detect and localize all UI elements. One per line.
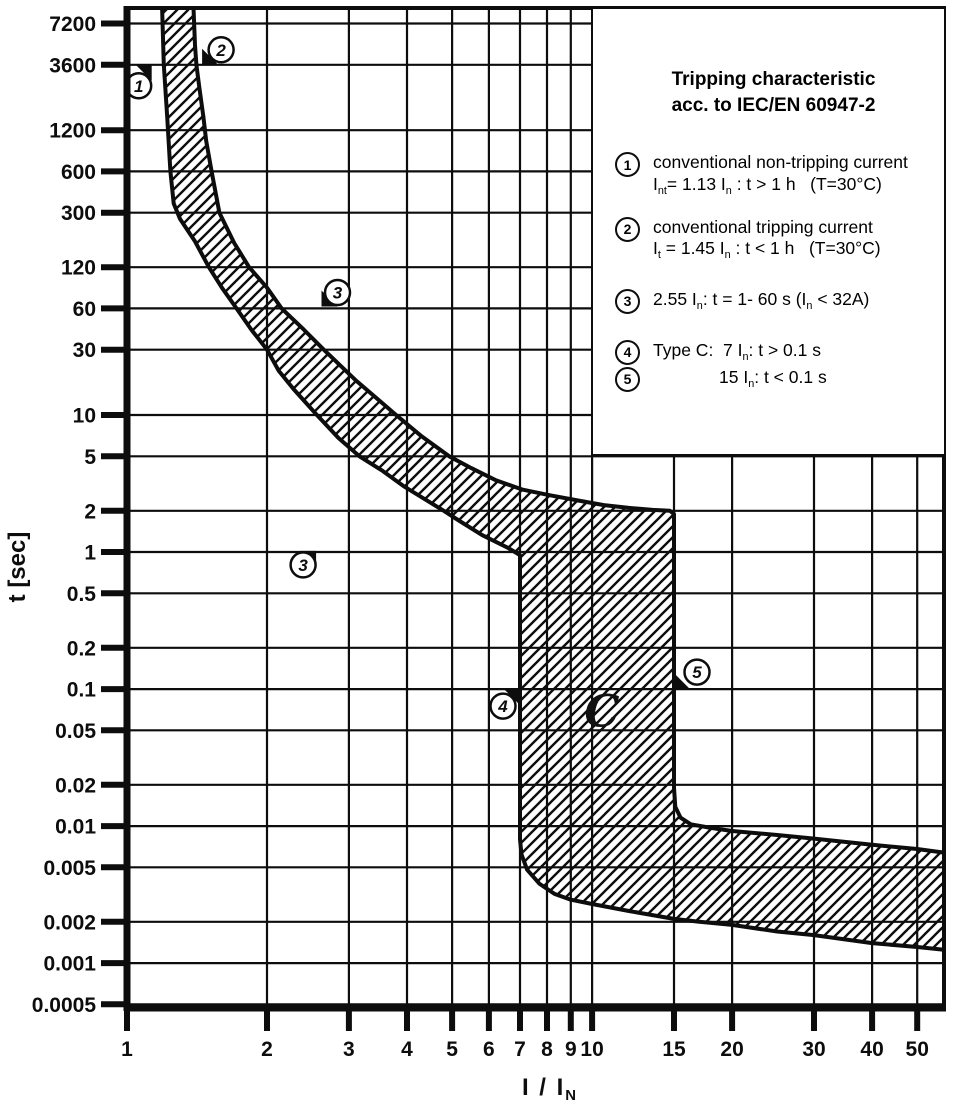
- x-tick-label: 4: [401, 1038, 413, 1061]
- y-tick-label: 0.02: [55, 774, 96, 798]
- x-tick-label: 7: [514, 1038, 526, 1061]
- marker-number: 5: [692, 663, 702, 683]
- x-tick-label: 40: [860, 1038, 884, 1061]
- marker-number: 3: [332, 283, 343, 303]
- y-axis-label: t [sec]: [4, 531, 31, 603]
- marker-number: 4: [498, 697, 508, 717]
- subscript: n: [748, 377, 755, 390]
- text-segment: = 1.45 I: [660, 238, 725, 259]
- marker-number: 2: [216, 40, 226, 60]
- legend-item-text: [653, 217, 881, 263]
- x-tick-label: 30: [802, 1038, 826, 1061]
- marker-number: 3: [298, 555, 308, 575]
- x-tick-label: 2: [261, 1038, 273, 1061]
- x-tick-label: 6: [483, 1038, 495, 1061]
- legend-item-text: [653, 289, 869, 313]
- legend-number-circle: 5: [615, 367, 640, 392]
- y-tick-label: 0.0005: [31, 993, 96, 1017]
- x-axis-label: [470, 1074, 630, 1104]
- legend-line: [653, 174, 908, 198]
- x-tick-label: 10: [580, 1038, 604, 1061]
- text-segment: I: [653, 238, 658, 259]
- text-segment: = 1.13 I: [666, 174, 726, 195]
- y-tick-label: 0.002: [43, 911, 96, 935]
- legend-title-line1: Tripping characteristic: [671, 69, 876, 90]
- marker-3: [291, 551, 317, 578]
- text-segment: : t < 0.1 s: [754, 366, 827, 387]
- text-segment: 2.55 I: [653, 288, 697, 309]
- legend-item-2: [615, 217, 936, 263]
- x-tick-label: 1: [121, 1038, 133, 1061]
- legend-item-4: [615, 340, 936, 365]
- y-tick-label: 120: [60, 256, 96, 280]
- y-tick-label: 300: [60, 202, 96, 226]
- legend-line: [653, 238, 881, 262]
- y-tick-label: 0.5: [66, 582, 96, 606]
- y-tick-label: 0.01: [55, 815, 96, 839]
- y-tick-label: 5: [84, 445, 96, 469]
- subscript: nt: [657, 184, 667, 197]
- legend-line: [653, 340, 821, 364]
- x-tick-label: 20: [720, 1038, 744, 1061]
- text-segment: : t = 1- 60 s (I: [702, 288, 807, 309]
- subscript: n: [725, 184, 732, 197]
- subscript: n: [806, 299, 813, 312]
- marker-number: 1: [133, 76, 144, 96]
- legend-items: [615, 152, 936, 391]
- y-tick-label: 0.2: [66, 637, 96, 661]
- text-segment: < 32A): [812, 288, 870, 309]
- subscript: n: [696, 299, 703, 312]
- legend-number-circle: 4: [615, 340, 640, 365]
- text-segment: Type C: 7 I: [653, 339, 743, 360]
- legend-item-5: [615, 367, 936, 392]
- y-tick-label: 0.005: [43, 856, 96, 880]
- legend-number-circle: 1: [615, 152, 640, 177]
- y-tick-label: 2: [84, 500, 96, 524]
- x-tick-label: 5: [446, 1038, 458, 1061]
- legend-title-line2: acc. to IEC/EN 60947-2: [671, 94, 876, 116]
- text-segment: conventional tripping current: [653, 216, 873, 237]
- legend-number-circle: 2: [615, 217, 640, 242]
- text-segment: I / I: [521, 1074, 566, 1101]
- legend-item-text: [653, 340, 821, 364]
- y-tick-label: 3600: [49, 54, 96, 78]
- legend-line: [719, 367, 827, 391]
- y-tick-label: 1200: [49, 119, 96, 143]
- subscript: n: [724, 249, 731, 262]
- x-tick-label: 9: [564, 1038, 577, 1061]
- y-tick-label: 10: [72, 404, 96, 428]
- legend-title: [615, 67, 932, 118]
- text-segment: : t > 0.1 s: [748, 339, 821, 360]
- y-tick-label: 1: [84, 541, 96, 565]
- x-tick-label: 3: [343, 1038, 355, 1061]
- legend-item-3: [615, 289, 936, 314]
- x-tick-label: 15: [662, 1038, 686, 1061]
- legend-number-circle: 3: [615, 289, 640, 314]
- legend-line: [653, 152, 908, 174]
- legend-item-text: [653, 367, 827, 391]
- text-segment: 15 I: [719, 366, 749, 387]
- text-segment: conventional non-tripping current: [653, 152, 908, 173]
- legend-box: [591, 9, 944, 456]
- text-segment: I: [653, 174, 658, 195]
- text-segment: : t > 1 h (T=30°C): [731, 174, 882, 195]
- legend-item-text: [653, 152, 908, 198]
- y-tick-label: 30: [72, 339, 96, 363]
- x-tick-label: 8: [541, 1038, 553, 1061]
- y-tick-label: 600: [60, 160, 96, 184]
- y-tick-label: 0.1: [66, 678, 96, 702]
- y-tick-label: 7200: [49, 13, 96, 36]
- legend-line: [653, 289, 869, 313]
- y-tick-label: 0.05: [55, 719, 96, 743]
- legend-item-1: [615, 152, 936, 198]
- curve-type-label: C: [584, 686, 620, 738]
- subscript: n: [742, 350, 749, 363]
- legend-line: [653, 217, 881, 239]
- y-tick-label: 0.001: [43, 952, 96, 976]
- subscript: t: [657, 249, 661, 262]
- y-tick-label: 60: [72, 297, 96, 321]
- subscript: N: [565, 1088, 579, 1105]
- x-tick-label: 50: [905, 1038, 929, 1061]
- text-segment: : t < 1 h (T=30°C): [730, 238, 881, 259]
